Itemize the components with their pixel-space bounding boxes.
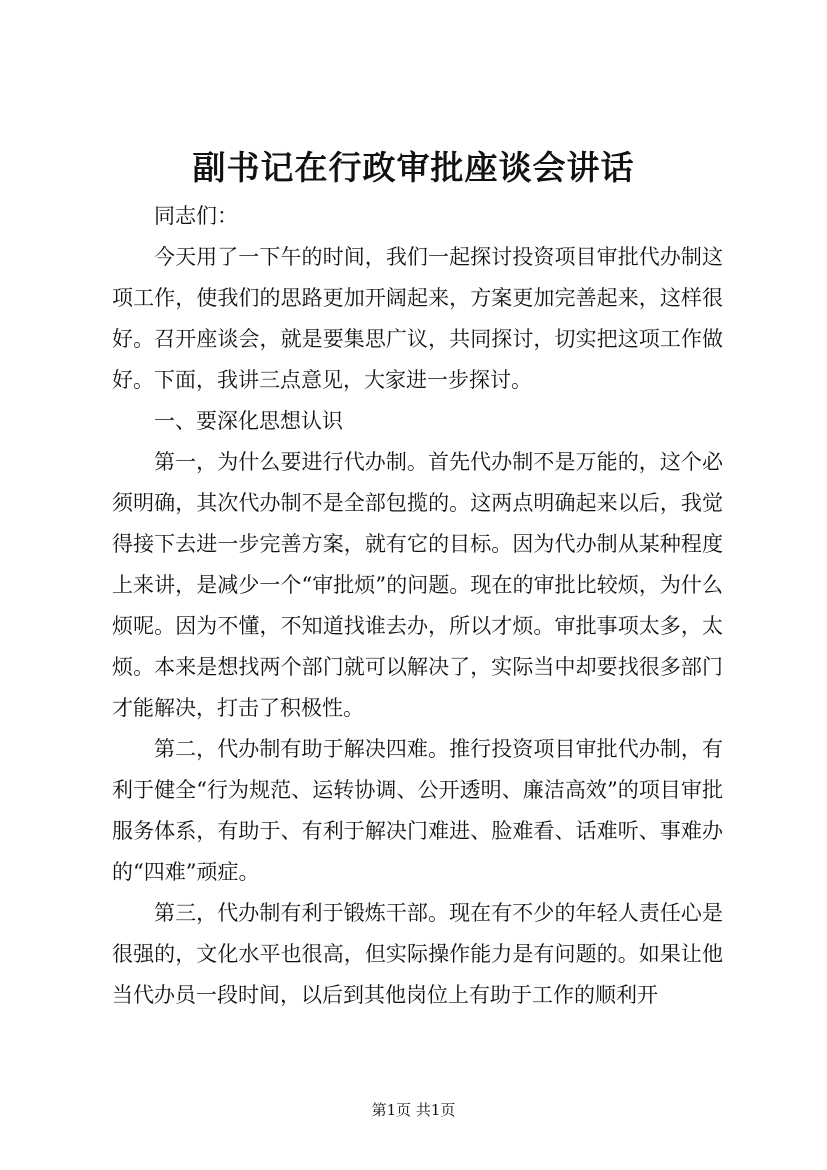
salutation: 同志们：	[154, 204, 238, 228]
section-heading: 一、要深化思想认识	[154, 409, 343, 433]
page-footer: 第1页 共1页	[371, 1101, 456, 1119]
paragraph-second-point: 第二，代办制有助于解决四难。推行投资项目审批代办制，有利于健全“行为规范、运转协调、公开透明、廉洁高效”的项目审批服务体系，有助于、有利于解决门难进、脸难看、话难听、事难办的“四难”顽症。	[112, 737, 723, 884]
paragraph-intro: 今天用了一下午的时间，我们一起探讨投资项目审批代办制这项工作，使我们的思路更加开阔起来，方案更加完善起来，这样很好。召开座谈会，就是要集思广议，共同探讨，切实把这项工作做好。下面，我讲三点意见，大家进一步探讨。	[112, 245, 723, 392]
paragraph-third-point: 第三，代办制有利于锻炼干部。现在有不少的年轻人责任心是很强的，文化水平也很高，但实际操作能力是有问题的。如果让他当代办员一段时间，以后到其他岗位上有助于工作的顺利开	[112, 901, 723, 1007]
document-title: 副书记在行政审批座谈会讲话	[192, 148, 635, 187]
document-body	[112, 196, 723, 1016]
paragraph-first-point: 第一，为什么要进行代办制。首先代办制不是万能的，这个必须明确，其次代办制不是全部包揽的。这两点明确起来以后，我觉得接下去进一步完善方案，就有它的目标。因为代办制从某种程度上来讲，是减少一个“审批烦”的问题。现在的审批比较烦，为什么烦呢。因为不懂，不知道找谁去办，所以才烦。审批事项太多，太烦。本来是想找两个部门就可以解决了，实际当中却要找很多部门才能解决，打击了积极性。	[112, 450, 723, 720]
